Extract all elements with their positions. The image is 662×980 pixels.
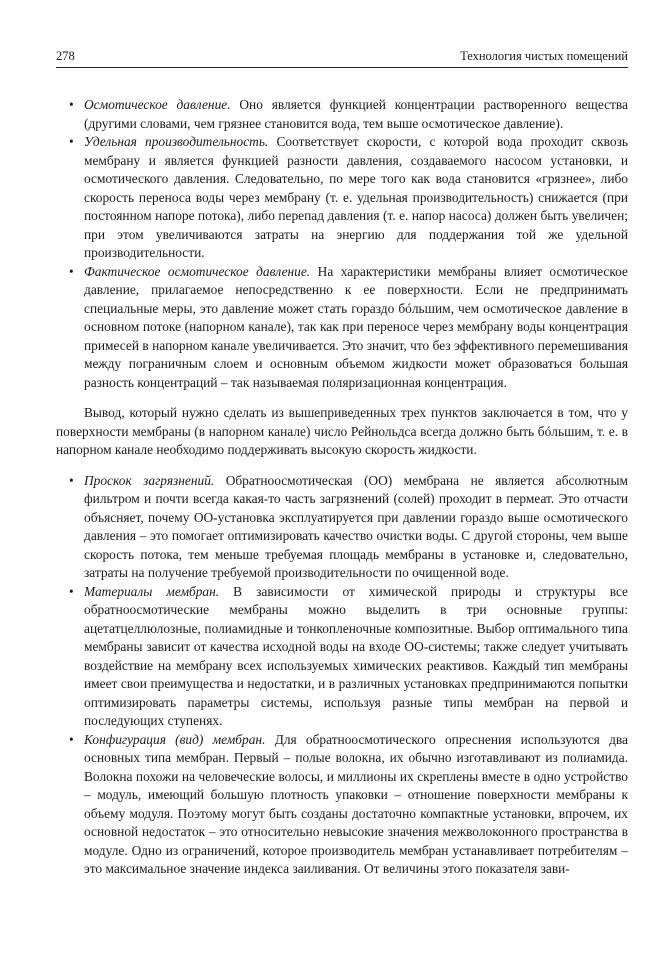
item-term: Материалы мембран. (84, 583, 220, 599)
bullet-icon: • (69, 263, 74, 279)
item-text: В зависимости от химической природы и структуры все обратноосмотические мембраны можно выделить в три основные группы: ацетатцеллюлозные, полиамидные и тонкопленочные композитные. Выбор оптимального типа мембраны зависит от качества исходной воды на входе ОО-системы; также следует учитывать воздействие на мембрану всех используемых химических реактивов. Каждый тип мембраны имеет свои преимущества и недостатки, и в различных установках предпринимаются попытки оптимизировать параметры системы, используя разные типы мембран на первой и последующих ступенях. (84, 583, 629, 728)
list-item (56, 133, 628, 263)
item-text: Оно является функцией концентрации растворенного вещества (другими словами, чем грязнее становится вода, тем выше осмотическое давление). (84, 97, 628, 131)
bullet-icon: • (69, 134, 74, 149)
item-term: Удельная производительность. (84, 134, 269, 149)
item-text: Для обратноосмотического опреснения используются два основных типа мембран. Первый – полые волокна, их обычно изготавливают из полиамида. Волокна похожи на человеческие волосы, и миллионы их скреплены вместе в одно устройство – модуль, имеющий большую плотность упаковки – отношение поверхности мембраны к объему модуля. Поэтому могут быть созданы достаточно компактные установки, впрочем, их основной недостаток – это относительно невысокие значения межволоконного пространства в модуле. Одно из ограничений, которое производитель мембран устанавливает потребителям – это максимальное значение индекса заиливания. От величины этого показателя зави- (84, 731, 628, 876)
list-item (56, 583, 628, 731)
bullet-list-1 (56, 96, 628, 392)
list-item (56, 731, 628, 879)
conclusion-paragraph: Вывод, который нужно сделать из вышеприведенных трех пунктов заключается в том, что у поверхности мембраны (в напорном канале) число Рейнольдса всегда должно быть бóльшим, т. е. в напорном канале необходимо поддерживать высокую скорость жидкости. (56, 405, 628, 457)
list-item (56, 263, 628, 393)
item-text: Соответствует скорости, с которой вода проходит сквозь мембрану и является функцией разности давления, создаваемого насосом установки, и осмотического давления. Следовательно, по мере того как вода становится «грязнее», либо скорость переноса воды через мембрану (т. е. удельная производительность) снижается (при постоянном напоре потока), либо перепад давления (т. е. напор насоса) должен быть увеличен; при этом увеличиваются затраты на энергию для поддержания той же удельной производительности. (84, 134, 628, 260)
item-term: Фактическое осмотическое давление. (84, 263, 311, 279)
bullet-icon: • (69, 731, 74, 747)
page-header (56, 48, 628, 64)
item-text: На характеристики мембраны влияет осмотическое давление, прилагаемое непосредственно к ее поверхности. Если не предпринимать специальные меры, это давление может стать гораздо бóльшим, чем осмотическое давление в основном потоке (напорном канале), так как при переносе через мембрану воды концентрация примесей в напорном канале увеличивается. Это значит, что без эффективного перемешивания между пограничным слоем и основным объемом жидкости может образоваться большая разность концентраций – так называемая поляризационная концентрация. (84, 263, 628, 390)
bullet-list-2 (56, 472, 628, 879)
bullet-icon: • (69, 472, 74, 488)
page-content (56, 96, 628, 879)
list-item (56, 472, 628, 583)
item-term: Конфигурация (вид) мембран. (84, 731, 266, 747)
item-term: Проскок загрязнений. (84, 472, 215, 488)
list-item (56, 96, 628, 133)
page-number: 278 (56, 49, 75, 63)
item-term: Осмотическое давление. (84, 97, 231, 112)
bullet-icon: • (69, 97, 74, 112)
bullet-icon: • (69, 583, 74, 599)
running-title: Технология чистых помещений (460, 49, 628, 63)
item-text: Обратноосмотическая (ОО) мембрана не является абсолютным фильтром и почти всегда какая-то часть загрязнений (солей) проходит в пермеат. Это отчасти объясняет, почему ОО-установка эксплуатируется при давлении гораздо выше осмотического давления – это помогает оптимизировать качество очистки воды. С другой стороны, чем выше скорость потока, тем меньше требуемая площадь мембраны в установке и, следовательно, затраты на получение требуемой производительности по очищенной воде. (84, 472, 628, 580)
header-rule (56, 67, 628, 68)
